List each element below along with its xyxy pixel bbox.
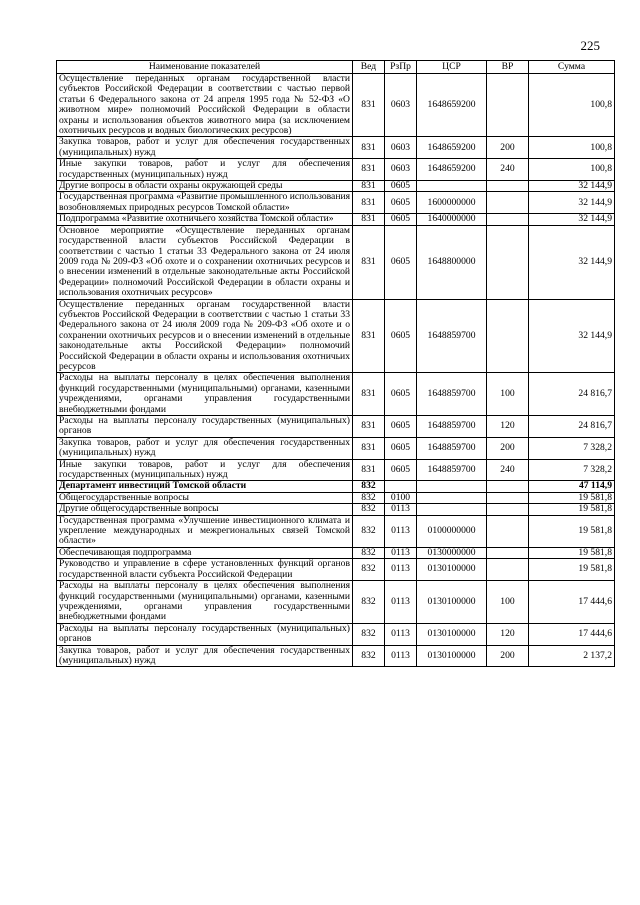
table-row xyxy=(57,416,615,438)
row-name: Осуществление переданных органам государственной власти субъектов Российской Федерации в соответствии с частью 1 статьи 33 Федерального закона от 24 июля 2009 года № 209-ФЗ «Об охоте и о сохранении охотничьих ресурсов и о внесении изменений в отдельные законодательные акты Российской Федерации» полномочий Российской Федерации в области охраны и использования охотничьих ресурсов xyxy=(57,299,353,373)
row-sum: 7 328,2 xyxy=(529,437,615,459)
row-csr: 1600000000 xyxy=(417,192,487,214)
row-sum: 7 328,2 xyxy=(529,459,615,481)
row-name: Закупка товаров, работ и услуг для обеспечения государственных (муниципальных) нужд xyxy=(57,137,353,159)
table-body xyxy=(57,74,615,667)
row-sum: 17 444,6 xyxy=(529,623,615,645)
row-sum: 47 114,9 xyxy=(529,481,615,492)
table-row xyxy=(57,547,615,558)
row-sum: 24 816,7 xyxy=(529,373,615,416)
row-sum: 32 144,9 xyxy=(529,299,615,373)
row-rzpr: 0603 xyxy=(385,159,417,181)
row-name: Закупка товаров, работ и услуг для обеспечения государственных (муниципальных) нужд xyxy=(57,645,353,667)
header-csr: ЦСР xyxy=(417,61,487,74)
table-row xyxy=(57,504,615,515)
row-rzpr: 0113 xyxy=(385,581,417,624)
row-vr xyxy=(487,181,529,192)
row-ved: 831 xyxy=(353,416,385,438)
row-ved: 832 xyxy=(353,623,385,645)
row-csr: 1648800000 xyxy=(417,225,487,299)
row-name: Подпрограмма «Развитие охотничьего хозяйства Томской области» xyxy=(57,214,353,225)
row-vr xyxy=(487,74,529,137)
row-vr: 240 xyxy=(487,159,529,181)
table-row xyxy=(57,559,615,581)
table-row xyxy=(57,623,615,645)
header-ved: Вед xyxy=(353,61,385,74)
row-csr: 0130100000 xyxy=(417,623,487,645)
row-ved: 832 xyxy=(353,547,385,558)
row-csr xyxy=(417,481,487,492)
row-sum: 17 444,6 xyxy=(529,581,615,624)
row-vr: 200 xyxy=(487,645,529,667)
table-row xyxy=(57,459,615,481)
row-rzpr: 0605 xyxy=(385,459,417,481)
row-name: Иные закупки товаров, работ и услуг для обеспечения государственных (муниципальных) нужд xyxy=(57,459,353,481)
row-ved: 832 xyxy=(353,481,385,492)
row-vr: 200 xyxy=(487,437,529,459)
row-ved: 831 xyxy=(353,373,385,416)
row-name: Руководство и управление в сфере установленных функций органов государственной власти субъекта Российской Федерации xyxy=(57,559,353,581)
row-sum: 100,8 xyxy=(529,137,615,159)
table-row xyxy=(57,645,615,667)
row-name: Общегосударственные вопросы xyxy=(57,492,353,503)
table-row xyxy=(57,481,615,492)
row-csr: 1640000000 xyxy=(417,214,487,225)
row-rzpr: 0113 xyxy=(385,559,417,581)
row-csr: 1648859700 xyxy=(417,416,487,438)
row-vr: 120 xyxy=(487,623,529,645)
row-csr xyxy=(417,181,487,192)
row-ved: 831 xyxy=(353,459,385,481)
table-row xyxy=(57,581,615,624)
table-row xyxy=(57,515,615,547)
row-vr xyxy=(487,192,529,214)
row-rzpr: 0113 xyxy=(385,645,417,667)
row-sum: 2 137,2 xyxy=(529,645,615,667)
row-sum: 100,8 xyxy=(529,159,615,181)
row-sum: 32 144,9 xyxy=(529,214,615,225)
row-ved: 831 xyxy=(353,214,385,225)
row-vr: 100 xyxy=(487,373,529,416)
table-row xyxy=(57,373,615,416)
row-sum: 19 581,8 xyxy=(529,492,615,503)
row-name: Иные закупки товаров, работ и услуг для обеспечения государственных (муниципальных) нужд xyxy=(57,159,353,181)
table-header-row xyxy=(57,61,615,74)
row-csr: 1648659200 xyxy=(417,137,487,159)
row-ved: 832 xyxy=(353,515,385,547)
table-row xyxy=(57,437,615,459)
row-name: Государственная программа «Улучшение инвестиционного климата и укрепление международных и межрегиональных связей Томской области» xyxy=(57,515,353,547)
row-rzpr: 0113 xyxy=(385,515,417,547)
row-vr xyxy=(487,504,529,515)
row-sum: 19 581,8 xyxy=(529,547,615,558)
row-vr xyxy=(487,492,529,503)
table-row xyxy=(57,214,615,225)
row-rzpr: 0605 xyxy=(385,299,417,373)
table-row xyxy=(57,159,615,181)
row-vr xyxy=(487,481,529,492)
table-row xyxy=(57,137,615,159)
row-name: Расходы на выплаты персоналу в целях обеспечения выполнения функций государственными (муниципальными) органами, казенными учреждениями, органами управления государственными внебюджетными фондами xyxy=(57,581,353,624)
row-ved: 831 xyxy=(353,437,385,459)
row-csr: 0130100000 xyxy=(417,581,487,624)
row-name: Департамент инвестиций Томской области xyxy=(57,481,353,492)
row-name: Расходы на выплаты персоналу государственных (муниципальных) органов xyxy=(57,416,353,438)
row-ved: 831 xyxy=(353,137,385,159)
row-sum: 19 581,8 xyxy=(529,515,615,547)
row-name: Осуществление переданных органам государственной власти субъектов Российской Федерации в соответствии с частью первой статьи 6 Федерального закона от 24 апреля 1995 года № 52-ФЗ «О животном мире» полномочий Российской Федерации в области охраны и использования объектов животного мира (за исключением охотничьих ресурсов и водных биологических ресурсов) xyxy=(57,74,353,137)
row-vr: 120 xyxy=(487,416,529,438)
row-rzpr: 0113 xyxy=(385,623,417,645)
row-name: Государственная программа «Развитие промышленного использования возобновляемых природных ресурсов Томской области» xyxy=(57,192,353,214)
row-ved: 831 xyxy=(353,299,385,373)
row-csr: 1648659200 xyxy=(417,159,487,181)
row-sum: 32 144,9 xyxy=(529,225,615,299)
row-csr: 0130100000 xyxy=(417,559,487,581)
table-row xyxy=(57,225,615,299)
row-vr xyxy=(487,214,529,225)
page-number: 225 xyxy=(580,38,600,53)
header-vr: ВР xyxy=(487,61,529,74)
row-vr: 240 xyxy=(487,459,529,481)
row-ved: 832 xyxy=(353,645,385,667)
row-csr: 0130000000 xyxy=(417,547,487,558)
row-sum: 24 816,7 xyxy=(529,416,615,438)
row-ved: 831 xyxy=(353,225,385,299)
row-vr xyxy=(487,225,529,299)
row-csr: 1648859700 xyxy=(417,299,487,373)
row-ved: 831 xyxy=(353,159,385,181)
row-ved: 831 xyxy=(353,192,385,214)
row-rzpr: 0113 xyxy=(385,504,417,515)
row-rzpr: 0605 xyxy=(385,181,417,192)
row-rzpr: 0603 xyxy=(385,137,417,159)
row-rzpr: 0113 xyxy=(385,547,417,558)
header-sum: Сумма xyxy=(529,61,615,74)
row-ved: 831 xyxy=(353,74,385,137)
table-row xyxy=(57,74,615,137)
row-csr: 1648859700 xyxy=(417,437,487,459)
row-rzpr: 0603 xyxy=(385,74,417,137)
row-sum: 32 144,9 xyxy=(529,181,615,192)
row-name: Расходы на выплаты персоналу в целях обеспечения выполнения функций государственными (муниципальными) органами, казенными учреждениями, органами управления государственными внебюджетными фондами xyxy=(57,373,353,416)
row-csr: 1648859700 xyxy=(417,459,487,481)
row-rzpr: 0605 xyxy=(385,192,417,214)
row-rzpr: 0605 xyxy=(385,437,417,459)
table-row xyxy=(57,181,615,192)
header-name: Наименование показателей xyxy=(57,61,353,74)
row-csr: 0100000000 xyxy=(417,515,487,547)
row-name: Обеспечивающая подпрограмма xyxy=(57,547,353,558)
table-row xyxy=(57,192,615,214)
table-row xyxy=(57,492,615,503)
row-sum: 32 144,9 xyxy=(529,192,615,214)
row-sum: 100,8 xyxy=(529,74,615,137)
row-csr xyxy=(417,492,487,503)
row-rzpr: 0100 xyxy=(385,492,417,503)
row-ved: 831 xyxy=(353,181,385,192)
row-csr xyxy=(417,504,487,515)
row-ved: 832 xyxy=(353,504,385,515)
row-rzpr: 0605 xyxy=(385,225,417,299)
row-rzpr: 0605 xyxy=(385,416,417,438)
row-csr: 1648659200 xyxy=(417,74,487,137)
row-vr: 100 xyxy=(487,581,529,624)
row-rzpr: 0605 xyxy=(385,214,417,225)
row-sum: 19 581,8 xyxy=(529,504,615,515)
row-ved: 832 xyxy=(353,559,385,581)
row-name: Расходы на выплаты персоналу государственных (муниципальных) органов xyxy=(57,623,353,645)
row-vr xyxy=(487,299,529,373)
row-csr: 1648859700 xyxy=(417,373,487,416)
row-name: Основное мероприятие «Осуществление переданных органам государственной власти субъектов Российской Федерации в соответствии с частью 1 статьи 33 Федерального закона от 24 июля 2009 года № 209-ФЗ «Об охоте и о сохранении охотничьих ресурсов и о внесении изменений в отдельные законодательные акты Российской Федерации» полномочий Российской Федерации в области охраны и использования охотничьих ресурсов» xyxy=(57,225,353,299)
row-ved: 832 xyxy=(353,581,385,624)
header-rzpr: РзПр xyxy=(385,61,417,74)
row-name: Другие вопросы в области охраны окружающей среды xyxy=(57,181,353,192)
row-name: Закупка товаров, работ и услуг для обеспечения государственных (муниципальных) нужд xyxy=(57,437,353,459)
table-row xyxy=(57,299,615,373)
row-csr: 0130100000 xyxy=(417,645,487,667)
row-rzpr: 0605 xyxy=(385,373,417,416)
budget-table xyxy=(56,60,615,667)
row-ved: 832 xyxy=(353,492,385,503)
row-sum: 19 581,8 xyxy=(529,559,615,581)
row-rzpr xyxy=(385,481,417,492)
row-vr xyxy=(487,547,529,558)
row-vr xyxy=(487,515,529,547)
row-vr xyxy=(487,559,529,581)
row-vr: 200 xyxy=(487,137,529,159)
row-name: Другие общегосударственные вопросы xyxy=(57,504,353,515)
